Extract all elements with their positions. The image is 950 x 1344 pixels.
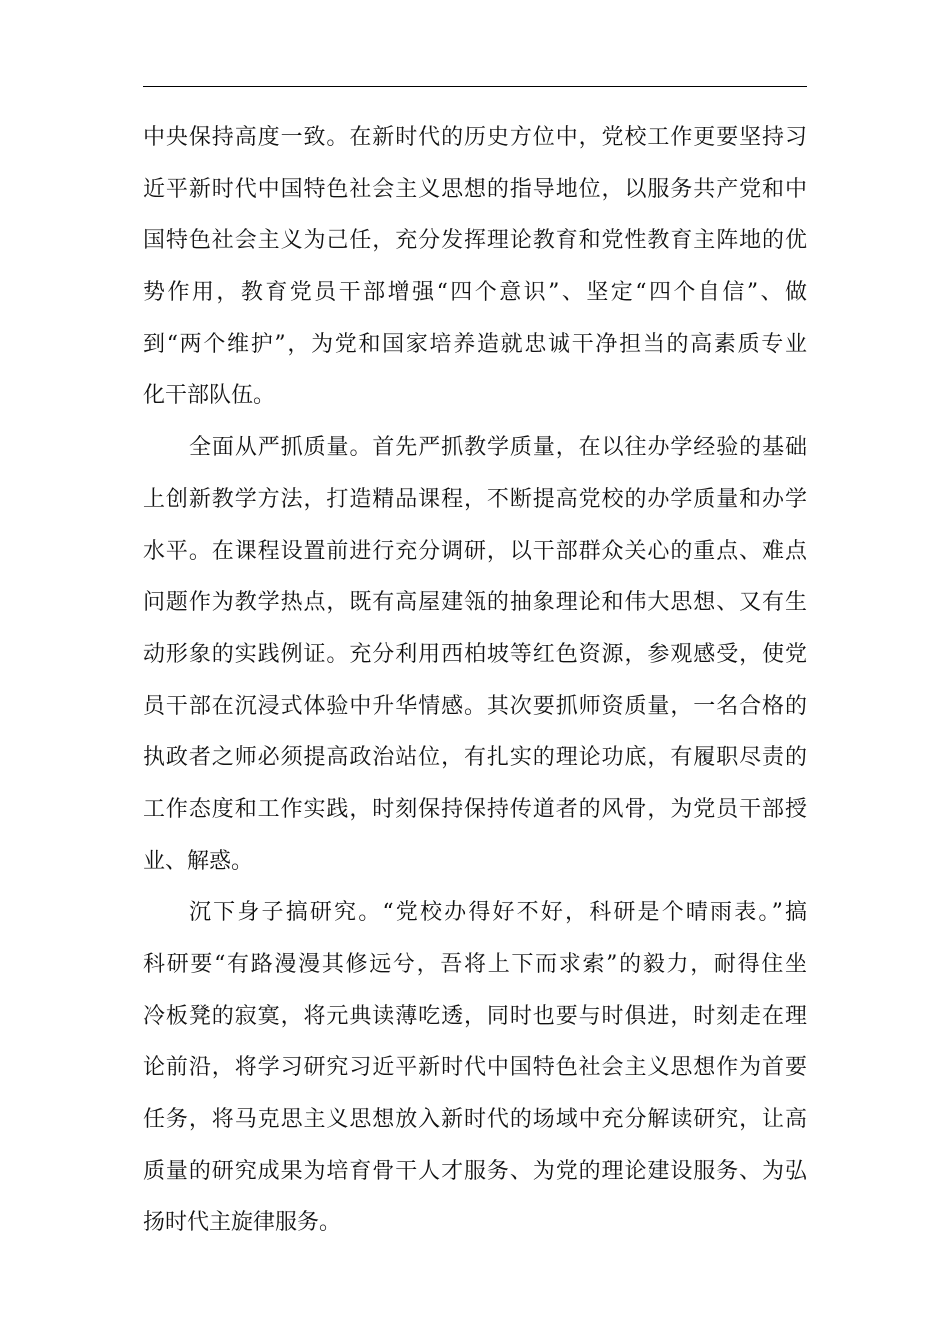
text-line: 近平新时代中国特色社会主义思想的指导地位，以服务共产党和中 bbox=[143, 176, 807, 202]
body-text bbox=[143, 112, 807, 1249]
text-line: 执政者之师必须提高政治站位，有扎实的理论功底，有履职尽责的 bbox=[143, 745, 807, 771]
text-line: 问题作为教学热点，既有高屋建瓴的抽象理论和伟大思想、又有生 bbox=[143, 590, 807, 616]
header-rule bbox=[143, 86, 807, 87]
text-line: 论前沿，将学习研究习近平新时代中国特色社会主义思想作为首要 bbox=[143, 1055, 807, 1081]
paragraph-3 bbox=[143, 887, 807, 1249]
text-line: 员干部在沉浸式体验中升华情感。其次要抓师资质量，一名合格的 bbox=[143, 693, 807, 719]
text-line: 国特色社会主义为己任，充分发挥理论教育和党性教育主阵地的优 bbox=[143, 228, 807, 254]
text-line: 到“两个维护”，为党和国家培养造就忠诚干净担当的高素质专业 bbox=[143, 331, 807, 357]
text-line: 中央保持高度一致。在新时代的历史方位中，党校工作更要坚持习 bbox=[143, 125, 807, 150]
text-line: 业、解惑。 bbox=[143, 848, 254, 874]
text-line: 水平。在课程设置前进行充分调研，以干部群众关心的重点、难点 bbox=[143, 538, 807, 564]
paragraph-1 bbox=[143, 112, 807, 422]
text-line: 沉下身子搞研究。“党校办得好不好，科研是个晴雨表。”搞 bbox=[189, 900, 807, 926]
text-line: 势作用，教育党员干部增强“四个意识”、坚定“四个自信”、做 bbox=[143, 280, 807, 306]
text-line: 扬时代主旋律服务。 bbox=[143, 1210, 342, 1236]
text-line: 科研要“有路漫漫其修远兮，吾将上下而求索”的毅力，耐得住坐 bbox=[143, 952, 807, 977]
paragraph-2 bbox=[143, 422, 807, 887]
text-line: 化干部队伍。 bbox=[143, 383, 276, 409]
text-line: 任务，将马克思主义思想放入新时代的场域中充分解读研究，让高 bbox=[143, 1107, 807, 1133]
text-line: 上创新教学方法，打造精品课程，不断提高党校的办学质量和办学 bbox=[143, 486, 807, 512]
text-line: 质量的研究成果为培育骨干人才服务、为党的理论建设服务、为弘 bbox=[143, 1158, 807, 1184]
text-line: 全面从严抓质量。首先严抓教学质量，在以往办学经验的基础 bbox=[189, 435, 807, 461]
text-line: 冷板凳的寂寞，将元典读薄吃透，同时也要与时俱进，时刻走在理 bbox=[143, 1003, 807, 1029]
text-line: 动形象的实践例证。充分利用西柏坡等红色资源，参观感受，使党 bbox=[143, 641, 807, 667]
text-line: 工作态度和工作实践，时刻保持保持传道者的风骨，为党员干部授 bbox=[143, 796, 807, 822]
